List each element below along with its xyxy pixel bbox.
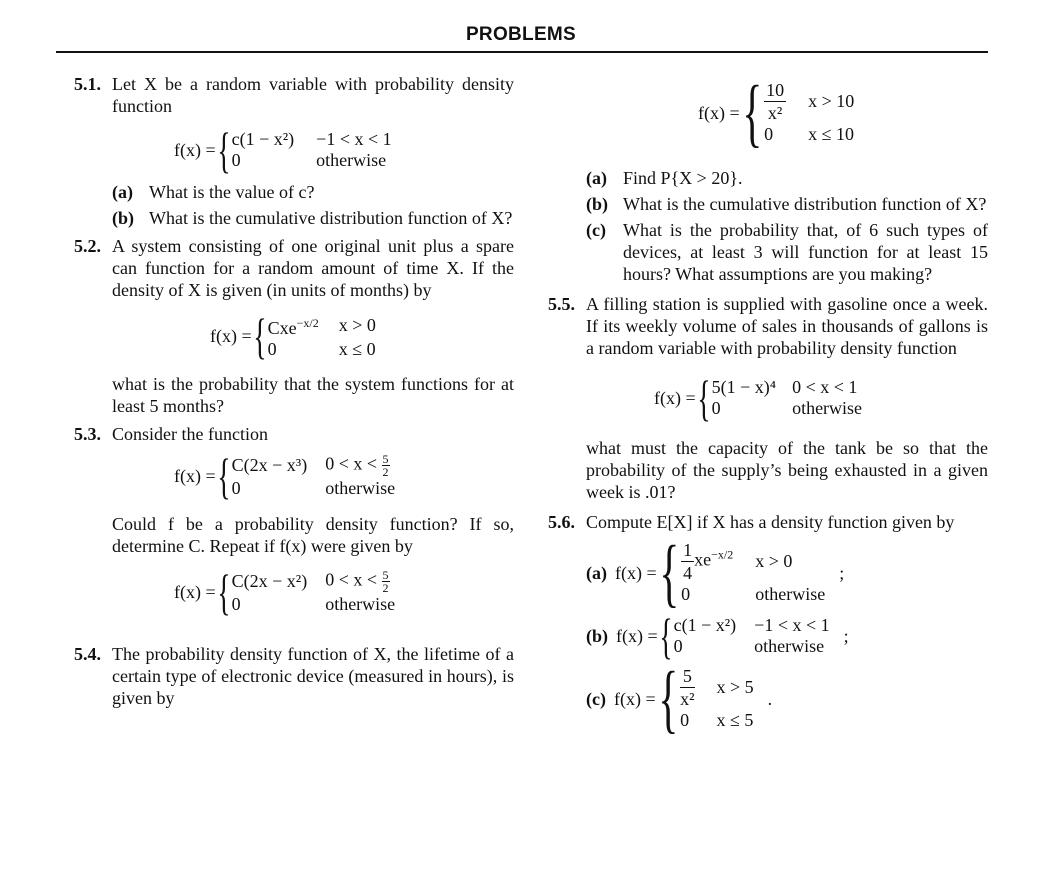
problem-text: what is the probability that the system functions for at least 5 months? bbox=[112, 374, 514, 416]
page-title: PROBLEMS bbox=[465, 24, 577, 45]
problem-text: Could f be a probability density function? If so, determine C. Repeat if f(x) were given by bbox=[112, 514, 514, 556]
density-equation: f(x) = { Cxe$^{-x/2}$ x > 0 0 x ≤ 0 bbox=[210, 311, 514, 361]
problem-5-4-continued bbox=[548, 71, 988, 285]
header-rule bbox=[56, 51, 988, 53]
subpart-a: (a) What is the value of c? bbox=[112, 182, 315, 202]
fraction: $\frac{5}{\text{x²}}$ bbox=[680, 665, 695, 709]
problem-number: 5.6. bbox=[548, 512, 575, 532]
problem-text: The probability density function of X, the lifetime of a certain type of electronic device (measured in hours), is given by bbox=[112, 644, 514, 708]
cases-table: c(1 − x²) −1 < x < 1 0 otherwise bbox=[673, 615, 830, 656]
density-equation: f(x) = { C(2x − x²) 0 < x < $\frac{5}{2}$ 0 otherwise bbox=[174, 567, 514, 617]
fraction: $\frac{10}{\text{x²}}$ bbox=[766, 79, 785, 123]
problem-5-5 bbox=[548, 293, 988, 503]
left-brace: { bbox=[659, 608, 673, 664]
density-equation: f(x) = { 5(1 − x)⁴ 0 < x < 1 0 otherwise bbox=[654, 373, 988, 423]
fraction: $\frac{5}{2}$ bbox=[382, 568, 389, 595]
problem-5-2 bbox=[74, 235, 514, 417]
subpart-b: (b) What is the cumulative distribution function of X? bbox=[112, 208, 513, 228]
right-column bbox=[548, 71, 988, 741]
problem-text: what must the capacity of the tank be so that the probability of the supply’s being exhausted in a given week is .01? bbox=[586, 438, 988, 502]
problem-5-1 bbox=[74, 73, 514, 229]
problem-number: 5.2. bbox=[74, 236, 101, 256]
problem-text: Compute E[X] if X has a density function given by bbox=[586, 512, 955, 532]
left-brace: { bbox=[217, 448, 231, 504]
problem-number: 5.5. bbox=[548, 294, 575, 314]
left-brace: { bbox=[658, 531, 679, 615]
problem-number: 5.1. bbox=[74, 74, 101, 94]
problem-number: 5.4. bbox=[74, 644, 101, 664]
subpart-b-equation: (b) f(x) = { c(1 − x²) −1 < x < 1 0 otherwise ; bbox=[586, 608, 849, 664]
problem-number: 5.3. bbox=[74, 424, 101, 444]
cases-table: C(2x − x²) 0 < x < $\frac{5}{2}$ 0 otherwise bbox=[231, 568, 396, 614]
density-equation: f(x) = { c(1 − x²) −1 < x < 1 0 otherwise bbox=[174, 125, 514, 175]
left-column bbox=[74, 73, 514, 709]
left-brace: { bbox=[217, 564, 231, 620]
cases-table: C(2x − x³) 0 < x < $\frac{5}{2}$ 0 otherwise bbox=[231, 452, 396, 498]
cases-table: 5(1 − x)⁴ 0 < x < 1 0 otherwise bbox=[711, 377, 863, 418]
left-brace: { bbox=[657, 657, 678, 741]
cases-table: $\frac{5}{\text{x²}}$ x > 5 0 x ≤ 5 bbox=[680, 665, 754, 730]
left-brace: { bbox=[253, 308, 267, 364]
subpart-a-equation: (a) f(x) = { $\frac{1}{4}$ $xe^{-x/2}$ x > 0 0 otherwise ; bbox=[586, 531, 845, 615]
density-equation: f(x) = { $\frac{10}{\text{x²}}$ x > 10 0 x ≤ 10 bbox=[698, 75, 988, 151]
problem-text: Consider the function bbox=[112, 424, 268, 444]
problem-text: A filling station is supplied with gasoline once a week. If its weekly volume of sales in thousands of gallons is a random variable with probability density function bbox=[586, 294, 988, 358]
left-brace: { bbox=[217, 122, 231, 178]
cases-table: Cxe$^{-x/2}$ x > 0 0 x ≤ 0 bbox=[267, 315, 376, 359]
cases-table: $\frac{10}{\text{x²}}$ x > 10 0 x ≤ 10 bbox=[764, 79, 855, 144]
density-equation: f(x) = { C(2x − x³) 0 < x < $\frac{5}{2}$ 0 otherwise bbox=[174, 451, 514, 501]
problem-5-4 bbox=[74, 643, 514, 709]
problem-5-3 bbox=[74, 423, 514, 620]
subpart-c: (c) What is the probability that, of 6 such types of devices, at least 3 will function for at least 15 hours? What assumptions are you making? bbox=[586, 220, 988, 284]
problem-text: A system consisting of one original unit plus a spare can function for a random amount of time X. If the density of X is given (in units of months) by bbox=[112, 236, 514, 300]
left-brace: { bbox=[697, 370, 711, 426]
cases-table: $\frac{1}{4}$ $xe^{-x/2}$ x > 0 0 otherwise bbox=[681, 539, 826, 604]
subpart-b: (b) What is the cumulative distribution function of X? bbox=[586, 194, 987, 214]
left-brace: { bbox=[741, 71, 762, 155]
subpart-a: (a) Find P{X > 20}. bbox=[586, 168, 743, 188]
problem-5-6 bbox=[548, 511, 988, 741]
subpart-c-equation: (c) f(x) = { $\frac{5}{\text{x²}}$ x > 5 0 x ≤ 5 . bbox=[586, 657, 773, 741]
problem-text: Let X be a random variable with probability density function bbox=[112, 74, 514, 116]
fraction: $\frac{5}{2}$ bbox=[382, 452, 389, 479]
fraction: $\frac{1}{4}$ bbox=[683, 539, 693, 583]
cases-table: c(1 − x²) −1 < x < 1 0 otherwise bbox=[231, 129, 392, 170]
